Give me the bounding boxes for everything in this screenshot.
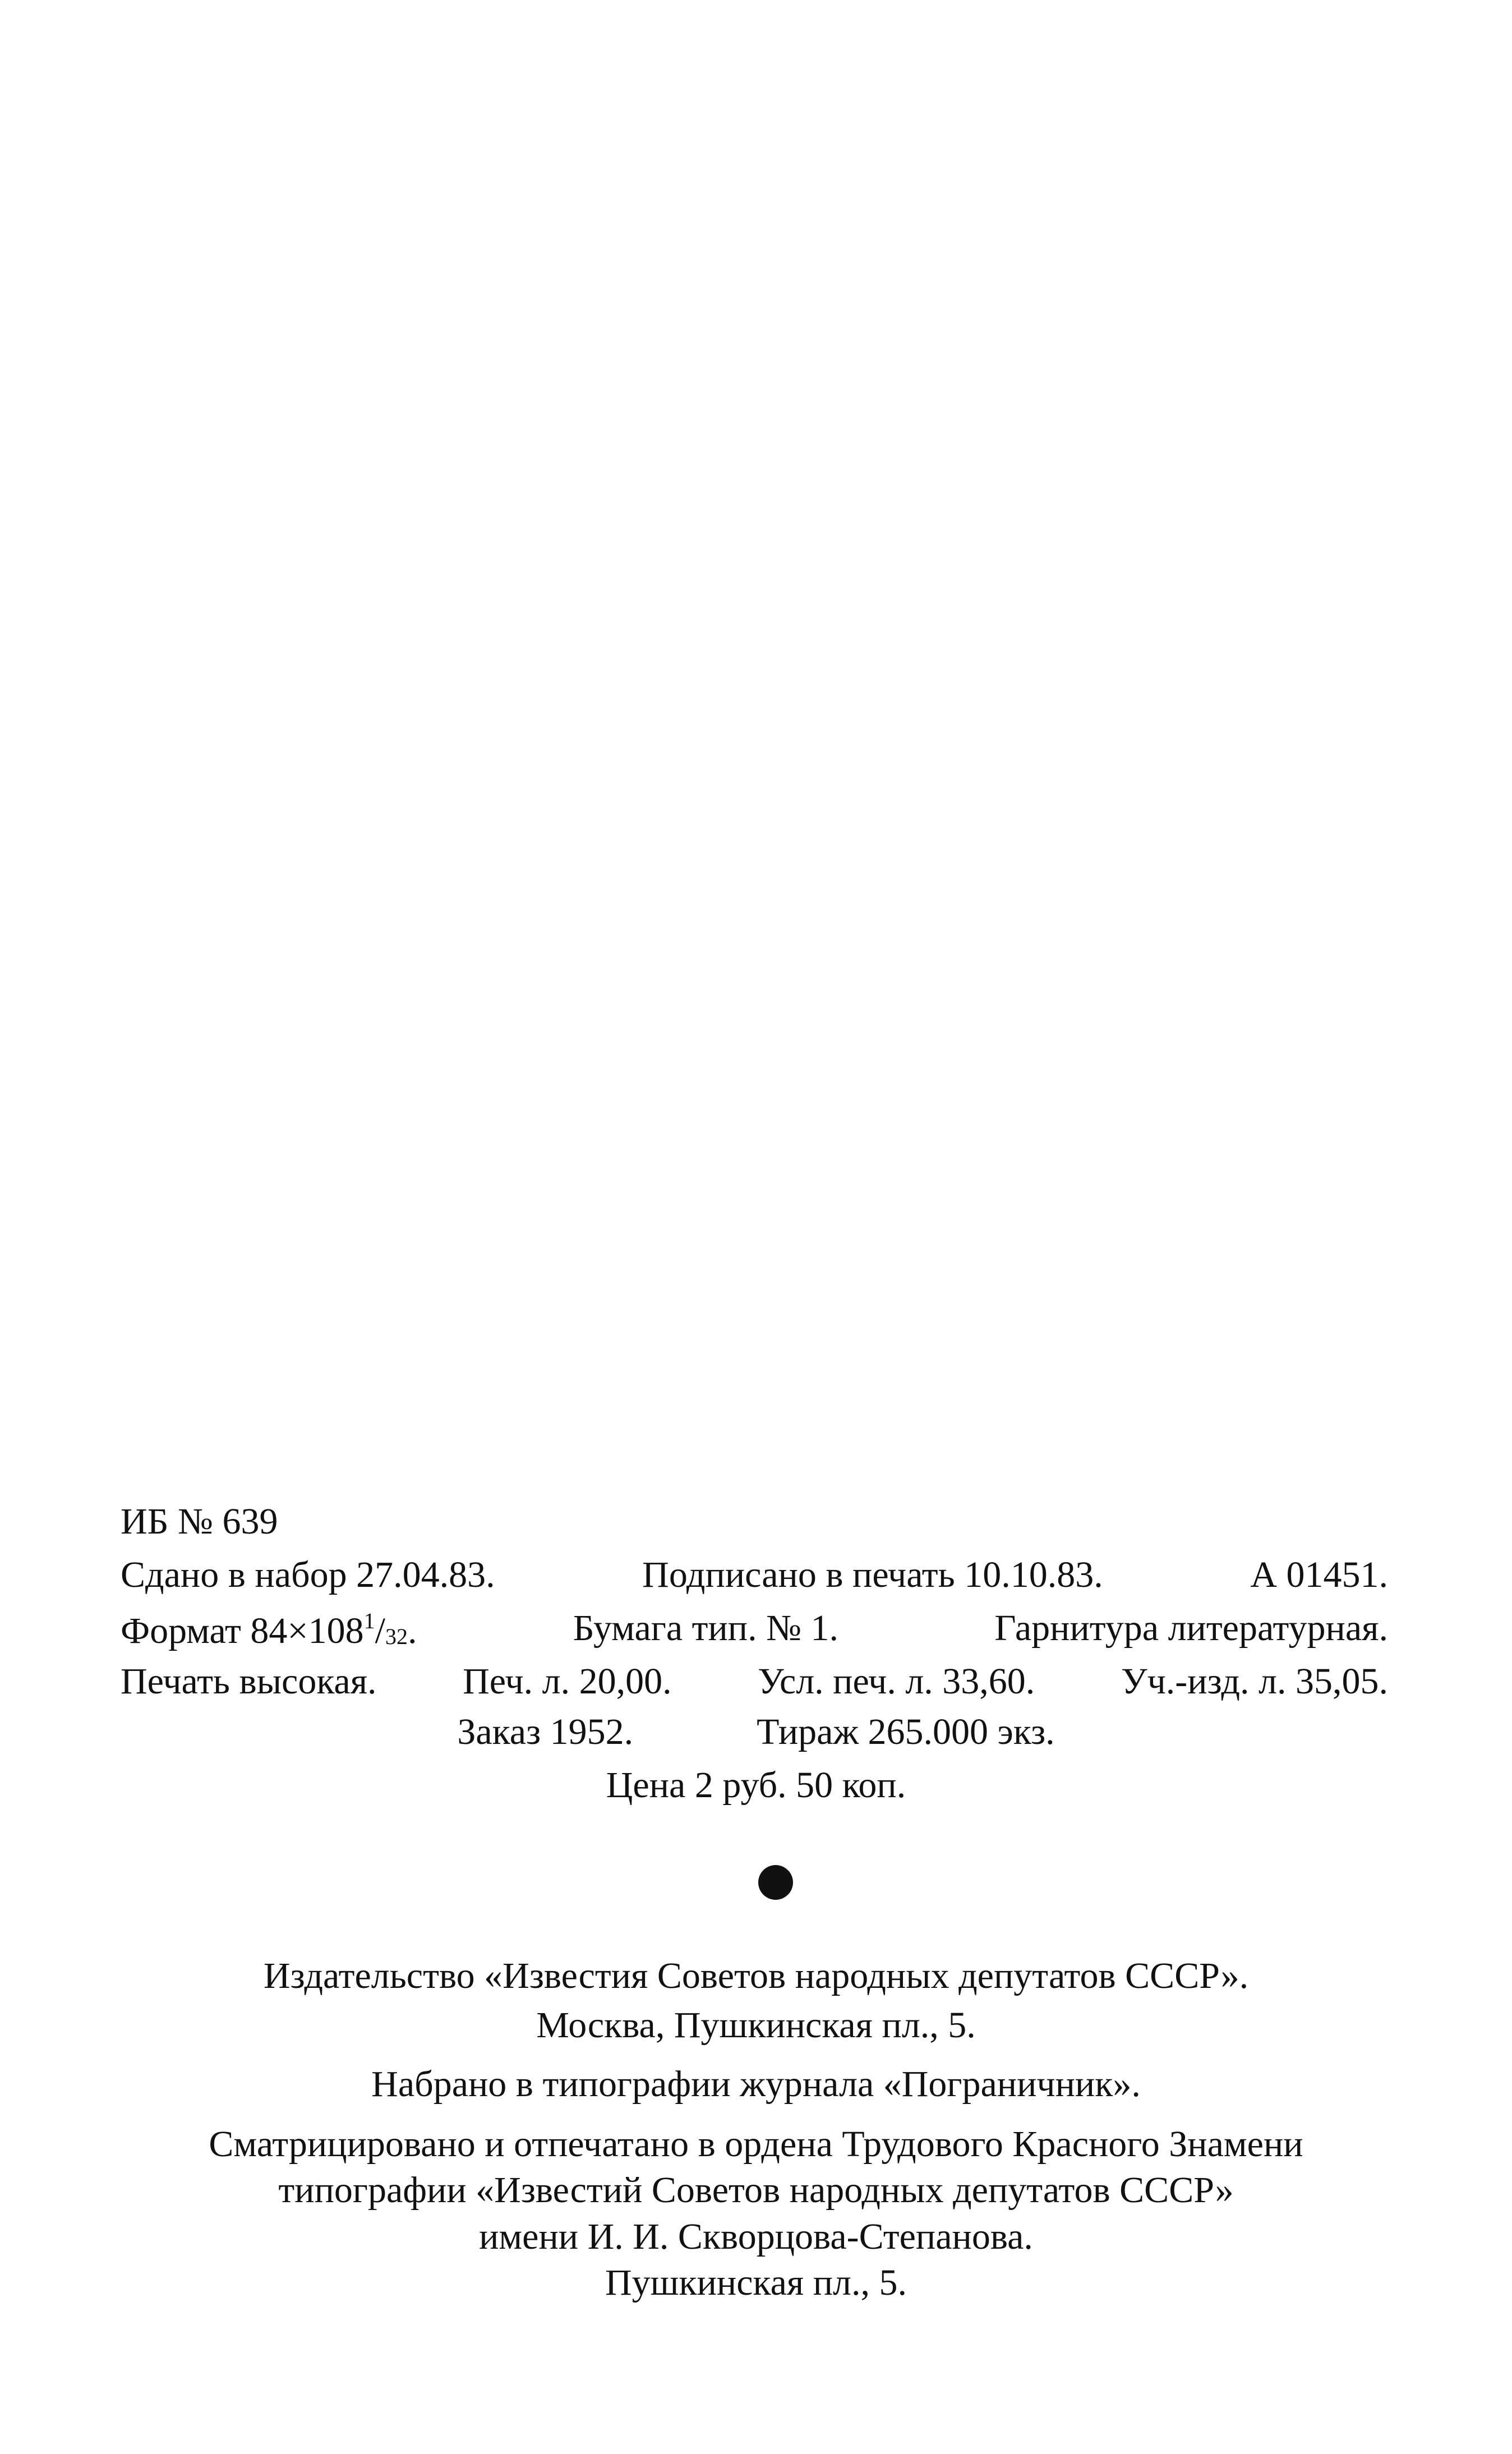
sent-to-typeset: Сдано в набор 27.04.83.	[121, 1554, 495, 1595]
print-method: Печать высокая.	[121, 1661, 377, 1702]
format: Формат $84\times 108^1/_{32}$.	[121, 1608, 417, 1651]
submission-line	[121, 1554, 1388, 1595]
typeset-info: Набрано в типографии журнала «Пограничник».	[371, 2064, 1141, 2105]
printed-info-line-2: типографии «Известий Советов народных депутатов СССР»	[278, 2170, 1234, 2211]
paper-type: Бумага тип. № 1.	[573, 1608, 839, 1649]
typeface: Гарнитура литературная.	[994, 1608, 1388, 1649]
printed-info-line-4: Пушкинская пл., 5.	[605, 2262, 907, 2303]
format-line	[121, 1610, 1388, 1650]
printed-sheets: Печ. л. 20,00.	[463, 1661, 672, 1702]
price: Цена 2 руб. 50 коп.	[606, 1765, 906, 1806]
license-number: А 01451.	[1250, 1554, 1388, 1595]
printing-line	[121, 1663, 1388, 1700]
publisher-name: Издательство «Известия Советов народных депутатов СССР».	[263, 1955, 1249, 1996]
print-run: Тираж 265.000 экз.	[757, 1711, 1055, 1752]
ib-number: ИБ № 639	[121, 1501, 278, 1542]
separator-dot	[758, 1865, 793, 1900]
conventional-sheets: Усл. печ. л. 33,60.	[758, 1661, 1035, 1702]
order-number: Заказ 1952.	[457, 1711, 634, 1752]
publishing-sheets: Уч.-изд. л. 35,05.	[1121, 1661, 1388, 1702]
signed-to-print: Подписано в печать 10.10.83.	[642, 1554, 1103, 1595]
order-line	[0, 1711, 1512, 1752]
printed-info-line-1: Сматрицировано и отпечатано в ордена Трудового Красного Знамени	[209, 2124, 1303, 2165]
printed-info-line-3: имени И. И. Скворцова-Степанова.	[479, 2216, 1033, 2257]
publisher-address: Москва, Пушкинская пл., 5.	[536, 2005, 976, 2046]
